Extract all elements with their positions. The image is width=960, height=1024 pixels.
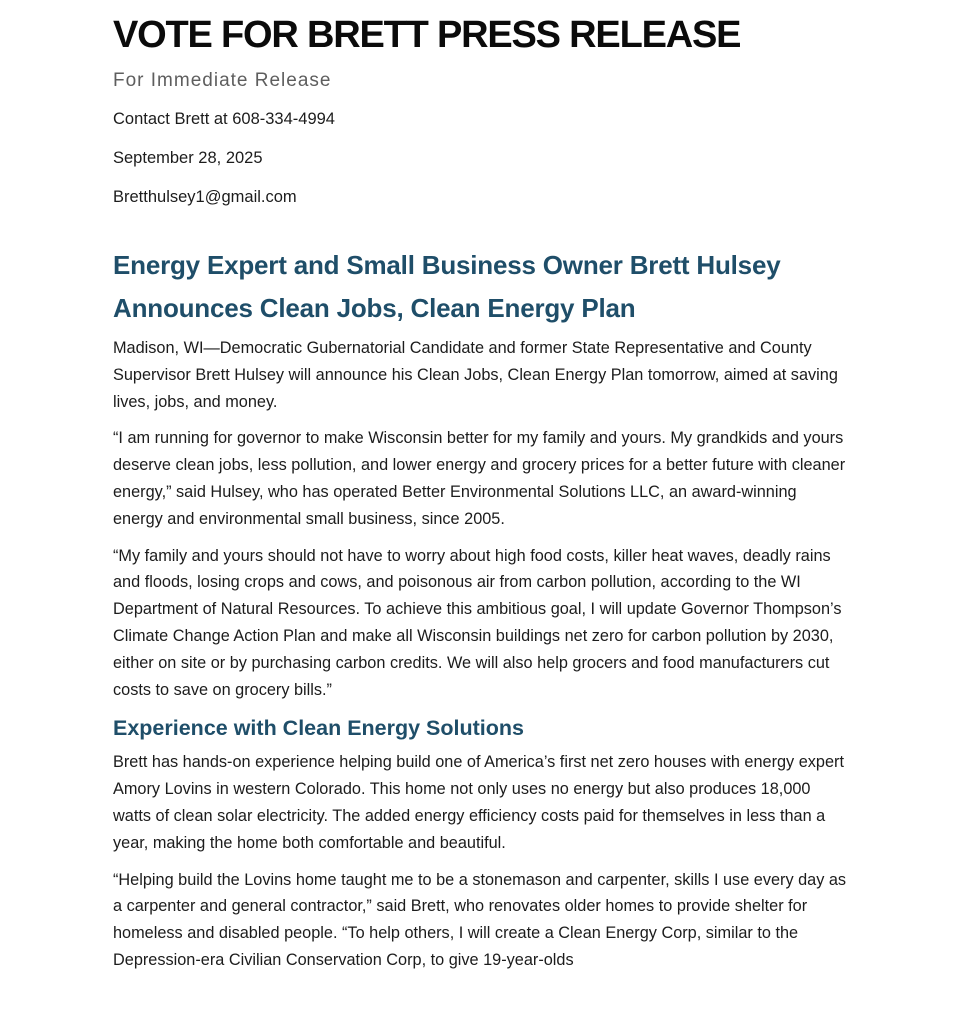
section-paragraph: Brett has hands-on experience helping build one of America’s first net zero houses with energy expert Amory Lovins in western Colorado. This home not only uses no energy but also produces 18,000 watts of clean solar electricity. The added energy efficiency costs paid for themselves in less than a year, making the home both comfortable and beautiful.: [113, 753, 844, 852]
body-paragraph: Madison, WI—Democratic Gubernatorial Candidate and former State Representative and County Supervisor Brett Hulsey will announce his Clean Jobs, Clean Energy Plan tomorrow, aimed at saving lives, jobs, and money.: [113, 339, 838, 411]
release-date: September 28, 2025: [113, 149, 263, 167]
body-paragraph: “My family and yours should not have to worry about high food costs, killer heat waves, deadly rains and floods, losing crops and cows, and poisonous air from carbon pollution, according to the WI Department of Natural Resources. To achieve this ambitious goal, I will update Governor Thompson’s Climate Change Action Plan and make all Wisconsin buildings net zero for carbon pollution by 2030, either on site or by purchasing carbon credits. We will also help grocers and food manufacturers cut costs to save on grocery bills.”: [113, 546, 842, 699]
body-paragraph: “I am running for governor to make Wisconsin better for my family and yours. My grandkids and yours deserve clean jobs, less pollution, and lower energy and grocery prices for a better future with cleaner energy,” said Hulsey, who has operated Better Environmental Solutions LLC, an award-winning energy and environmental small business, since 2005.: [113, 429, 846, 528]
contact-phone: Contact Brett at 608-334-4994: [113, 110, 335, 128]
document-title: VOTE FOR BRETT PRESS RELEASE: [113, 14, 741, 56]
press-headline: Energy Expert and Small Business Owner Brett Hulsey Announces Clean Jobs, Clean Energy Plan: [113, 250, 781, 323]
section-paragraph: “Helping build the Lovins home taught me to be a stonemason and carpenter, skills I use every day as a carpenter and general contractor,” said Brett, who renovates older homes to provide shelter for homeless and disabled people. “To help others, I will create a Clean Energy Corp, similar to the Depression-era Civilian Conservation Corp, to give 19-year-olds: [113, 870, 847, 969]
contact-email: Bretthulsey1@gmail.com: [113, 188, 297, 206]
release-subtitle: For Immediate Release: [113, 70, 332, 91]
section-heading: Experience with Clean Energy Solutions: [113, 716, 524, 741]
